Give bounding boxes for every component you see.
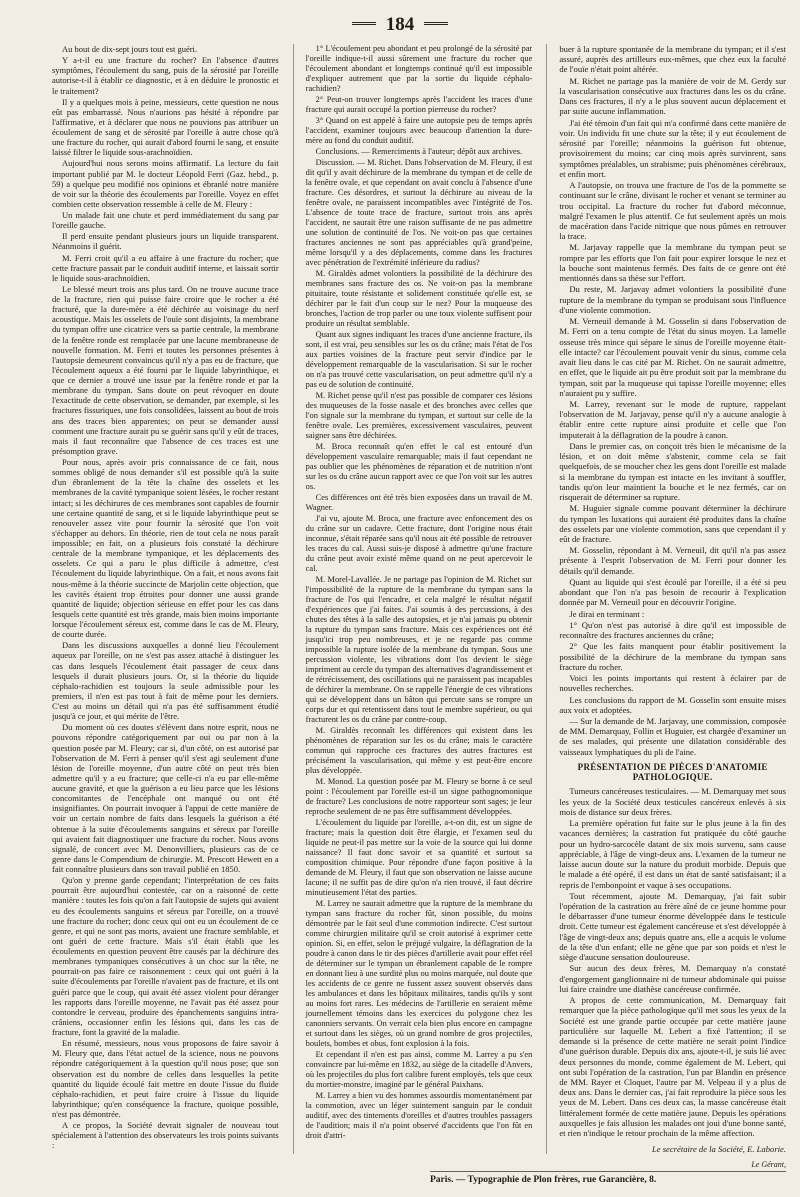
- paragraph: A ce propos, la Société devrait signaler de nouveau tout spécialement à l'attention des observateurs les trois points suivants :: [52, 1120, 279, 1151]
- paragraph: Dans les discussions auxquelles a donné lieu l'écoulement aqueux par l'oreille, on ne s'est pas assez attaché à distinguer les cas dans lesquels l'écoulement était passager de ceux dans lesquels il durait plusieurs jours. Or, si la théorie du liquide céphalo-rachidien est toujours la seule admissible pour les premiers, il n'en est pas tout à fait de même pour les derniers. C'est au moins un détail qui n'a pas été suffisamment étudié jusqu'à ce jour, et qui mérite de l'être.: [52, 640, 279, 722]
- paragraph: Conclusions. — Remerciments à l'auteur; dépôt aux archives.: [315, 147, 523, 156]
- paragraph: M. Richet pense qu'il n'est pas possible de comparer ces lésions des muqueuses de la fosse nasale et des bronches avec celles que l'on signale sur la membrane du tympan, et surtout sur celle de la fenêtre ovale. Les premières, excessivement vasculaires, peuvent saigner sans être déchirées.: [305, 391, 533, 440]
- paragraph: Sur aucun des deux frères, M. Demarquay n'a constaté d'engorgement ganglionnaire ni de tumeur abdominale qui puisse lui faire craindre une diathèse cancéreuse confirmée.: [559, 963, 787, 994]
- paragraph: M. Morel-Lavallée. Je ne partage pas l'opinion de M. Richet sur l'impossibilité de la rupture de la membrane du tympan sans la fracture de l'os qui l'encadre, et cela malgré le résultat négatif d'expériences que j'ai faites. J'ai soumis à des percussions, à des chutes des têtes à la salle des autopsies, et je n'ai jamais pu obtenir la rupture du tympan sans fracture. Mais ces expériences ont été jusqu'ici trop peu nombreuses, et je ne regarde pas comme impossible la rupture isolée de la membrane du tympan. Sous une percussion violente, les vibrations dont l'os devient le siège impriment au cercle du tympan des alternatives d'agrandissement et de rétrécissement, des oscillations qui ne paraissent pas incapables de déchirer la membrane. On se rappelle l'énergie de ces vibrations qui se développent dans un bâton qui percute sans se rompre un corps dur et qui retentissent dans tout le membre supérieur, ou qui fracturent les os du crâne par contre-coup.: [305, 575, 533, 724]
- paragraph: Il perd ensuite pendant plusieurs jours un liquide transparent. Néanmoins il guérit.: [52, 231, 279, 252]
- header-rule-left: [352, 22, 376, 28]
- paragraph: La première opération fut faite sur le plus jeune à la fin des vacances dernières; la castration fut pratiquée du côté gauche pour un hydro-sarcocèle datant de six mois survenu, sans cause appréciable, à l'âge de vingt-deux ans. L'examen de la tumeur ne laisse aucun doute sur la nature du produit morbide. Depuis que le malade a été opéré, il est dans un état de santé satisfaisant; il a repris de l'embonpoint et vaque à ses occupations.: [559, 818, 787, 890]
- paragraph: Je dirai en terminant :: [569, 608, 645, 619]
- paragraph: Quant aux signes indiquant les traces d'une ancienne fracture, ils sont, il est vrai, peu sensibles sur les os du crâne; mais l'état de l'os aux parties voisines de la fracture peut servir d'indice par le développement remarquable de la vascularisation. Si sur le rocher on n'a pas trouvé cette vascularisation, on peut admettre qu'il n'y a pas eu de solution de continuité.: [305, 330, 533, 389]
- paragraph: M. Larrey, revenant sur le mode de rupture, rappelant l'observation de M. Jarjavay, pense qu'il n'y a aucune analogie à établir entre cette rupture ainsi produite et celle que l'on imputerait à la déflagration de la poudre à canon.: [559, 398, 787, 440]
- section-heading: PRÉSENTATION DE PIÈCES D'ANATOMIE PATHOLOGIQUE.: [577, 761, 768, 783]
- paragraph: Qu'on y prenne garde cependant; l'interprétation de ces faits pourrait être aujourd'hui contestée, car on a raisonné de cette manière : toutes les fois qu'on a fait l'autopsie de sujets qui avaient eu des écoulements sanguins et séreux par l'oreille, on a trouvé une fracture du rocher; donc ceux qui ont eu un écoulement de ce genre, et qui ne sont pas morts, avaient une fracture semblable, et ont guéri de cette fracture. Mais s'il était établi que les écoulements en question peuvent être causés par la déchirure des membranes tympaniques consécutives à un choc sur la tête, ne pourrait-on pas faire ce raisonnement : ceux qui ont guéri à la suite d'écoulements par l'oreille n'avaient pas de fracture, et ils ont guéri parce que le coup, qui avait été assez violent pour déranger les rapports dans l'oreille moyenne, ne l'avait pas été assez pour contondre le cerveau, produire des épanchements sanguins intra-crâniens, occasionner enfin les lésions qui, dans les cas de fracture, font la gravité de la maladie.: [52, 875, 279, 1037]
- paragraph: M. Ferri croit qu'il a eu affaire à une fracture du rocher; que cette fracture passait par le conduit auditif interne, et laissait sortir le liquide sous-arachnoïdien.: [52, 252, 279, 283]
- paragraph: Du moment où ces doutes s'élèvent dans notre esprit, nous ne pouvons répondre catégoriquement par oui ou par non à la question posée par M. Fleury; car si, d'un côté, on est autorisé par l'observation de M. Ferri à penser qu'il s'est agi seulement d'une lésion de l'oreille moyenne, d'un autre côté on peut très bien admettre qu'il y a eu fracture; que celle-ci n'a eu par elle-même aucune gravité, et que la guérison a eu lieu parce que les lésions concomitantes de l'encéphale ont manqué ou ont été insignifiantes. On pourrait invoquer à l'appui de cette manière de voir un certain nombre de faits dans lesquels la guérison a été obtenue à la suite d'écoulements sanguins et séreux par l'oreille qui avaient fait diagnostiquer une fracture du rocher. Nous avons signalé, de concert avec M. Denonvilliers, plusieurs cas de ce genre dans le Compendium de chirurgie. M. Prescott Hewett en a fait connaître plusieurs dans son travail publié en 1850.: [52, 722, 279, 874]
- paragraph: 2° Peut-on trouver longtemps après l'accident les traces d'une fracture qui aurait occupé la portion pierreuse du rocher?: [305, 95, 533, 114]
- paragraph: Tout récemment, ajoute M. Demarquay, j'ai fait subir l'opération de la castration au frère aîné de ce jeune homme pour le débarrasser d'une tumeur énorme développée dans le testicule droit. Cette tumeur est également cancéreuse et s'est développée à l'âge de vingt-deux ans; depuis quatre ans, elle a acquis le volume de la tête d'un enfant; elle ne gêne que par son poids et n'est le siège d'aucune sensation douloureuse.: [559, 890, 787, 963]
- paragraph: A propos de cette communication, M. Demarquay fait remarquer que la pièce pathologique qu'il met sous les yeux de la Société est une grande partie occupée par cette matière jaune particulière sur laquelle M. Lebert a fixé l'attention; il se demande si la présence de cette matière ne serait point l'indice d'une guérison durable. Depuis dix ans, ajoute-t-il, je suis lié avec deux personnes du monde, comme également de M. Lebert, qui ont subi l'opération de la castration, l'un par Blandin en présence de MM. Rayer et Cloquet, l'autre par M. Velpeau il y a plus de deux ans. Dans le dernier cas, j'ai fait reproduire la pièce sous les yeux de M. Lebert. Dans ces deux cas, la masse cancéreuse était littéralement formée de cette matière jaune. Depuis les opérations auxquelles je fais allusion les malades ont joui d'une bonne santé, et rien n'indique le retour prochain de la même affection.: [559, 995, 787, 1139]
- footer-rule: [430, 1171, 786, 1172]
- paragraph: Aujourd'hui nous serons moins affirmatif. La lecture du fait important publié par M. le docteur Léopold Ferri (Gaz. hebd., p. 59) a quelque peu modifié nos opinions et ébranlé notre manière de voir sur la théorie des écoulements par l'oreille. Voyez en effet combien cette observation ressemble à celle de M. Fleury :: [52, 158, 279, 209]
- printer-line: Paris. — Typographie de Plon frères, rue Garancière, 8.: [430, 1175, 657, 1185]
- paragraph: M. Giraldès reconnaît les différences qui existent dans les phénomènes de réparation sur les os du crâne; mais le caractère commun qui rapproche ces fractures des autres fractures est précisément la vascularisation, qui même y est peut-être encore plus développée.: [305, 726, 533, 775]
- paragraph: Voici les points importants qui restent à éclairer par de nouvelles recherches.: [559, 673, 787, 694]
- paragraph: Y a-t-il eu une fracture du rocher? En l'absence d'autres symptômes, l'écoulement du sang, puis de la sérosité par l'oreille autorise-t-il à établir ce diagnostic, et à en déduire le pronostic et le traitement?: [52, 55, 279, 96]
- paragraph: Pour nous, après avoir pris connaissance de ce fait, nous sommes obligé de nous demander s'il est possible qu'à la suite d'un ébranlement de la tête la chaîne des osselets et les membranes de la cavité tympanique soient lésées, le rocher restant intact; si les déchirures de ces membranes sont capables de fournir une certaine quantité de sang, et si le liquide labyrinthique peut se renouveler assez vite pour fournir la sérosité que l'on voit s'échapper au dehors. En théorie, rien de tout cela ne nous paraît impossible; en fait, on a plusieurs fois constaté la déchirure centrale de la membrane tympanique, et les déplacements des osselets. Ce qui a paru le plus difficile à admettre, c'est l'écoulement du liquide labyrinthique. On a fait, et nous avons fait nous-même à la théorie succincte de Marjolin cette objection, que les cavités étaient trop étroites pour donner une aussi grande quantité de liquide; objection sérieuse en effet pour les cas dans lesquels cette quantité est très grande, mais bien moins importante lorsque l'écoulement séreux est, comme dans le cas de M. Fleury, de courte durée.: [52, 457, 279, 640]
- paragraph: M. Richet ne partage pas la manière de voir de M. Gerdy sur la vascularisation consécutive aux fractures dans les os du crâne. Dans ces fractures, il n'y a le plus souvent aucun déplacement et par suite aucune inflammation.: [559, 75, 787, 117]
- header-rule-right: [424, 22, 448, 28]
- paragraph: M. Giraldès admet volontiers la possibilité de la déchirure des membranes sans fracture des os. Ne voit-on pas la membrane pituitaire, toute résistante et solidement constituée qu'elle est, se déchirer par le fait d'un coup sur le nez? Pour la muqueuse des bronches, l'action de trop parler ou une toux violente suffisent pour produire un résultat semblable.: [305, 269, 533, 328]
- paragraph: Et cependant il n'en est pas ainsi, comme M. Larrey a pu s'en convaincre par lui-même en 1832, au siège de la citadelle d'Anvers, où les projectiles du plus fort calibre furent employés, tels que ceux du mortier-monstre, imaginé par le général Paixhans.: [305, 1050, 533, 1089]
- paragraph: Au bout de dix-sept jours tout est guéri.: [62, 44, 198, 54]
- paragraph: 3° Quand on est appelé à faire une autopsie peu de temps après l'accident, examiner toujours avec beaucoup d'attention la dure-mère au fond du conduit auditif.: [305, 116, 533, 145]
- paragraph: M. Monod. La question posée par M. Fleury se borne à ce seul point : l'écoulement par l'oreille est-il un signe pathognomonique de fracture? Les conclusions de notre rapporteur sont sages; je leur reproche seulement de ne pas être suffisamment développées.: [305, 777, 533, 816]
- page-header: [0, 14, 800, 36]
- column-2: [293, 44, 533, 1154]
- paragraph: Quant au liquide qui s'est écoulé par l'oreille, il a été si peu abondant que l'on n'a pas besoin de recourir à l'explication donnée par M. Verneuil pour en découvrir l'origine.: [559, 576, 787, 608]
- paragraph: Tumeurs cancéreuses testiculaires. — M. Demarquay met sous les yeux de la Société deux testicules cancéreux enlevés à six mois de distance sur deux frères.: [559, 786, 787, 817]
- paragraph: M. Huguier signale comme pouvant déterminer la déchirure du tympan les luxations qui auraient été produites dans la chaîne des osselets par une violente commotion, sans que cependant il y eût de fracture.: [559, 503, 787, 545]
- signature-line: Le secrétaire de la Société, E. Laborie.: [651, 1144, 787, 1154]
- paragraph: buer à la rupture spontanée de la membrane du tympan; et il s'est assuré, auprès des artilleurs eux-mêmes, que chez eux la faculté de l'ouïe n'était point altérée.: [559, 44, 787, 75]
- page-number: 184: [385, 14, 415, 35]
- paragraph: En résumé, messieurs, nous vous proposons de faire savoir à M. Fleury que, dans l'état actuel de la science, nous ne pouvons répondre catégoriquement à la question qu'il nous pose; que son observation est du nombre de celles dans lesquelles la petite quantité du liquide écoulé fait mettre en doute l'issue du fluide céphalo-rachidien, et peut faire croire à l'issue du liquide labyrinthique; qu'en conséquence la fracture, quoique possible, n'est pas démontrée.: [52, 1038, 279, 1119]
- paragraph: L'écoulement du liquide par l'oreille, a-t-on dit, est un signe de fracture; mais la question doit être élargie, et l'examen seul du liquide ne peut-il pas mettre sur la voie de la source qui lui donne naissance? Il faut donc savoir et sa quantité et surtout sa composition chimique. Pour répondre d'une façon positive à la demande de M. Fleury, il faut que son observation ne laisse aucune lacune; il ne suffit pas de dire qu'on n'a rien trouvé, il faut décrire minutieusement l'état des parties.: [305, 818, 533, 897]
- paragraph: Les conclusions du rapport de M. Gosselin sont ensuite mises aux voix et adoptées.: [559, 694, 787, 715]
- paragraph: M. Verneuil demande à M. Gosselin si dans l'observation de M. Ferri on a tenu compte de l'état du sinus moyen. La lamelle osseuse très mince qui sépare le sinus de l'oreille moyenne était-elle intacte? car l'écoulement pouvait venir du sinus, comme cela avait lieu dans le cas cité par M. Richet. On ne saurait admettre, en effet, que le liquide ait pu être produit soit par la membrane du tympan, soit par la muqueuse qui tapisse l'oreille moyenne; elles n'auraient pu y suffire.: [559, 316, 787, 398]
- paragraph: Ces différences ont été très bien exposées dans un travail de M. Wagner.: [305, 493, 533, 512]
- page-footer: [430, 1160, 786, 1190]
- paragraph: J'ai été témoin d'un fait qui m'a confirmé dans cette manière de voir. Un individu fit une chute sur la tête; il y eut écoulement de sérosité par l'oreille; néanmoins la guérison fut obtenue, provisoirement du moins; car cinq mois après survinrent, sans symptômes préalables, un strabisme; puis phénomènes cérébraux, et enfin mort.: [559, 117, 787, 179]
- paragraph: Du reste, M. Jarjavay admet volontiers la possibilité d'une rupture de la membrane du tympan se produisant sous l'influence d'une violente commotion.: [559, 284, 787, 315]
- paragraph: Le blessé meurt trois ans plus tard. On ne trouve aucune trace de la fracture, rien qui puisse faire croire que le rocher a été fracturé, que la dure-mère a été déchirée au voisinage du nerf acoustique. Mais les osselets de l'ouïe sont disjoints, la membrane du tympan offre une cicatrice vers sa partie centrale, la membrane de la fenêtre ronde est remplacée par une lacune membraneuse de nouvelle formation. M. Ferri et toutes les personnes présentes à l'autopsie demeurent convaincus qu'il n'y a pas eu de fracture, que l'écoulement aqueux a été fourni par le liquide labyrinthique, et que ce dernier a trouvé une issue par la fenêtre ronde et par la membrane du tympan. Sans doute on peut révoquer en doute l'exactitude de cette observation, se demander, par exemple, si les fractures fissuriques, une fois consolidées, laissent au bout de trois ans des traces bien apparentes; on peut se demander aussi comment une fracture aurait pu se guérir sans qu'il y eût de traces, mais il faut reconnaître que l'absence de ces traces est une présomption grave.: [52, 283, 279, 456]
- text-columns: [52, 44, 786, 1154]
- paragraph: M. Broca reconnaît qu'en effet le cal est entouré d'un développement vasculaire remarquable; mais il faut cependant ne pas oublier que les phénomènes de réparation et de nutrition n'ont sur les os du crâne aucun rapport avec ce que l'on voit sur les autres os.: [305, 442, 533, 491]
- paragraph: — Sur la demande de M. Jarjavay, une commission, composée de MM. Demarquay, Follin et Huguier, est chargée d'examiner un de ses malades, qui présente une dilatation considérable des vaisseaux lymphatiques du pli de l'aine.: [559, 716, 787, 757]
- paragraph: M. Larrey ne saurait admettre que la rupture de la membrane du tympan sans fracture du rocher fût, sinon possible, du moins démontrée par le fait seul d'une commotion indirecte. C'est surtout comme chirurgien militaire qu'il se croit autorisé à exprimer cette opinion. Si, en effet, selon le préjugé vulgaire, la déflagration de la poudre à canon dans le tir des pièces d'artillerie avait pour effet réel de déterminer sur le tympan un ébranlement capable de le rompre en donnant lieu à une surdité plus ou moins marquée, nul doute que les accidents de ce genre ne fussent assez souvent observés dans les ambulances et dans les hôpitaux militaires, tandis qu'ils y sont au moins fort rares. Les médecins de l'artillerie en seraient même journellement témoins dans les exercices du polygone chez les canonniers servants. On verrait cela bien plus encore en campagne et surtout dans les sièges, où un grand nombre de gros projectiles, boulets, bombes et obus, font explosion à la fois.: [305, 899, 533, 1048]
- paragraph: M. Gosselin, répondant à M. Verneuil, dit qu'il n'a pas assez présente à l'esprit l'observation de M. Ferri pour donner les détails qu'il demande.: [559, 545, 787, 576]
- paragraph: M. Larrey a bien vu des hommes assourdis momentanément par la commotion, avec un léger suintement sanguin par le conduit auditif, avec des tintements d'oreilles et d'autres troubles passagers de l'audition; mais il n'a point observé d'accidents que l'on fût en droit d'attri-: [305, 1091, 533, 1140]
- paragraph: 2° Que les faits manquent pour établir positivement la possibilité de la déchirure de la membrane du tympan sans fracture du rocher.: [559, 641, 787, 672]
- column-3: [546, 44, 786, 1154]
- paragraph: A l'autopsie, on trouva une fracture de l'os de la pommette se continuant sur le crâne, divisant le rocher et venant se terminer au trou occipital. La fracture du rocher fut d'abord méconnue, malgré l'examen le plus attentif. Ce fut seulement après un mois de macération dans l'acide nitrique que nous pûmes en retrouver la trace.: [559, 180, 787, 242]
- paragraph: 1° L'écoulement peu abondant et peu prolongé de la sérosité par l'oreille indique-t-il aussi sûrement une fracture du rocher que l'écoulement abondant et longtemps continué qu'il est impossible d'expliquer autrement que par la sortie du liquide céphalo-rachidien?: [305, 44, 533, 93]
- paragraph: Il y a quelques mois à peine, messieurs, cette question ne nous eût pas embarrassé. Nous n'aurions pas hésité à répondre par l'affirmative, et à déclarer que nous ne pouvions pas attribuer un écoulement de sang et de sérosité par l'oreille à autre chose qu'à une fracture du rocher, qui aurait d'abord fourni le sang, et ensuite laissé filtrer le liquide sous-arachnoïdien.: [52, 96, 279, 158]
- gerant-label: Le Gérant,: [751, 1160, 786, 1169]
- paragraph: M. Jarjavay rappelle que la membrane du tympan peut se rompre par les efforts que l'on fait pour expirer lorsque le nez et la bouche sont maintenus fermés. Des faits de ce genre ont été mentionnés dans sa thèse sur l'effort.: [559, 242, 787, 284]
- paragraph: 1° Qu'on n'est pas autorisé à dire qu'il est impossible de reconnaître des fractures anciennes du crâne;: [559, 619, 787, 641]
- paragraph: Dans le premier cas, on conçoit très bien le mécanisme de la lésion, et on doit même s'abstenir, comme cela se fait quelquefois, de se moucher chez les gens dont l'oreille est malade si la membrane du tympan est intacte en les invitant à souffler, tandis qu'on leur maintient la bouche et le nez fermés, car on risquerait de déterminer sa rupture.: [559, 440, 787, 503]
- column-1: [52, 44, 279, 1154]
- paragraph: Discussion. — M. Richet. Dans l'observation de M. Fleury, il est dit qu'il y avait déchirure de la membrane du tympan et de celle de la fenêtre ovale, et que cependant on avait conclu à l'absence d'une fracture. Ces désordres, et surtout la déchirure au niveau de la fenêtre ovale, ne paraissent incompatibles avec l'intégrité de l'os. L'absence de toute trace de fracture, surtout trois ans après l'accident, ne saurait être une raison suffisante de ne pas admettre une solution de continuité de l'os. Ne voit-on pas que certaines fractures anciennes ne sont pas appréciables qu'à grand'peine, même lorsqu'il y a des déplacements, comme dans les fractures avec pénétration de l'extrémité inférieure du radius?: [305, 158, 533, 267]
- paragraph: Un malade fait une chute et perd immédiatement du sang par l'oreille gauche.: [52, 210, 279, 231]
- paragraph: J'ai vu, ajoute M. Broca, une fracture avec enfoncement des os du crâne sur un cadavre. Cette fracture, dont l'origine nous était inconnue, s'était réparée sans qu'il nous ait été possible de retrouver les traces du cal. Aussi suis-je disposé à admettre qu'une fracture du crâne peut avoir existé même quand on ne peut apercevoir le cal.: [305, 514, 533, 573]
